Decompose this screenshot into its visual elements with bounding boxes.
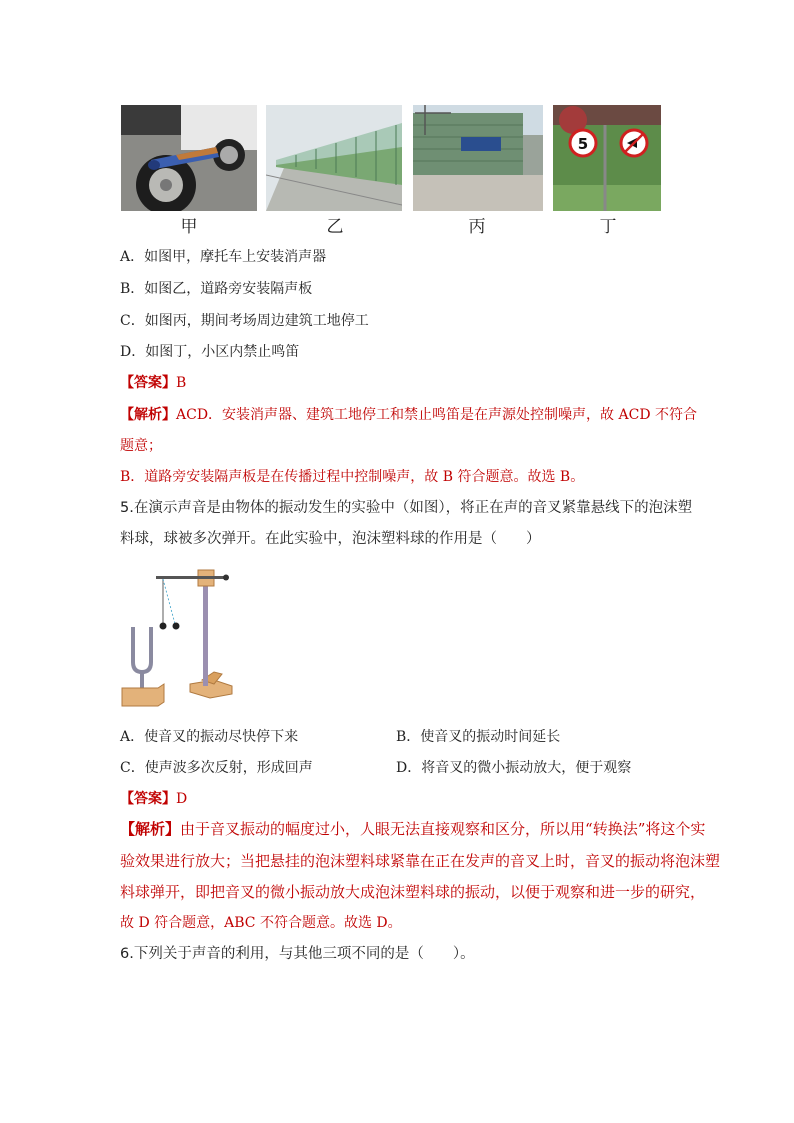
q5-analysis-line-2: 验效果进行放大；当把悬挂的泡沫塑料球紧靠在正在发声的音叉上时，音叉的振动将泡沫塑 xyxy=(120,852,721,870)
tuning-fork-diagram xyxy=(118,562,238,712)
q5-option-d: D．将音叉的微小振动放大，便于观察 xyxy=(396,760,632,776)
analysis-text: 由于音叉振动的幅度过小，人眼无法直接观察和区分，所以用 xyxy=(180,820,586,838)
q5-analysis-line-1 xyxy=(120,819,705,839)
answer-label: 【答案】 xyxy=(120,375,176,391)
q5-option-b: B．使音叉的振动时间延长 xyxy=(396,729,561,745)
q4-analysis-line-1 xyxy=(120,405,697,425)
construction-site-photo xyxy=(413,105,543,211)
answer-value: D xyxy=(176,791,188,807)
caption-jia: 甲 xyxy=(180,217,198,237)
answer-value: B xyxy=(176,375,187,391)
option-c: C．如图丙，期间考场周边建筑工地停工 xyxy=(120,313,369,329)
q5-option-c: C．使声波多次反射，形成回声 xyxy=(120,760,313,776)
caption-bing: 丙 xyxy=(468,217,486,237)
option-a: A．如图甲，摩托车上安装消声器 xyxy=(120,249,327,265)
caption-yi: 乙 xyxy=(326,217,344,237)
conversion-method-term: “转换法” xyxy=(585,820,646,838)
q5-stem-line-1: 5.在演示声音是由物体的振动发生的实验中（如图），将正在声的音叉紧靠悬线下的泡沫塑 xyxy=(120,500,693,516)
analysis-text-tail: 将这个实 xyxy=(645,820,706,838)
analysis-label: 【解析】 xyxy=(120,407,176,423)
analysis-label: 【解析】 xyxy=(120,820,181,838)
q5-answer xyxy=(120,789,187,809)
q5-analysis-line-4: 故 D 符合题意，ABC 不符合题意。故选 D。 xyxy=(120,915,402,931)
speed-limit-number: 5 xyxy=(577,135,589,153)
option-b: B．如图乙，道路旁安装隔声板 xyxy=(120,281,313,297)
no-honking-sign-photo xyxy=(553,105,661,211)
q5-analysis-line-3: 料球弹开，即把音叉的微小振动放大成泡沫塑料球的振动，以便于观察和进一步的研究， xyxy=(120,883,706,901)
q4-answer xyxy=(120,373,186,393)
caption-ding: 丁 xyxy=(599,217,617,237)
option-d: D．如图丁，小区内禁止鸣笛 xyxy=(120,344,300,360)
q4-analysis-line-2: 题意； xyxy=(120,438,162,454)
q5-stem-line-2: 料球，球被多次弹开。在此实验中，泡沫塑料球的作用是（ ） xyxy=(120,531,541,547)
q4-analysis-line-3: B．道路旁安装隔声板是在传播过程中控制噪声，故 B 符合题意。故选 B。 xyxy=(120,469,585,485)
motorcycle-muffler-photo xyxy=(121,105,257,211)
analysis-text: ACD．安装消声器、建筑工地停工和禁止鸣笛是在声源处控制噪声，故 ACD 不符合 xyxy=(176,407,697,423)
q5-option-a: A．使音叉的振动尽快停下来 xyxy=(120,729,299,745)
noise-barrier-photo xyxy=(266,105,402,211)
answer-label: 【答案】 xyxy=(120,791,176,807)
q6-stem: 6.下列关于声音的利用，与其他三项不同的是（ ）。 xyxy=(120,946,475,962)
